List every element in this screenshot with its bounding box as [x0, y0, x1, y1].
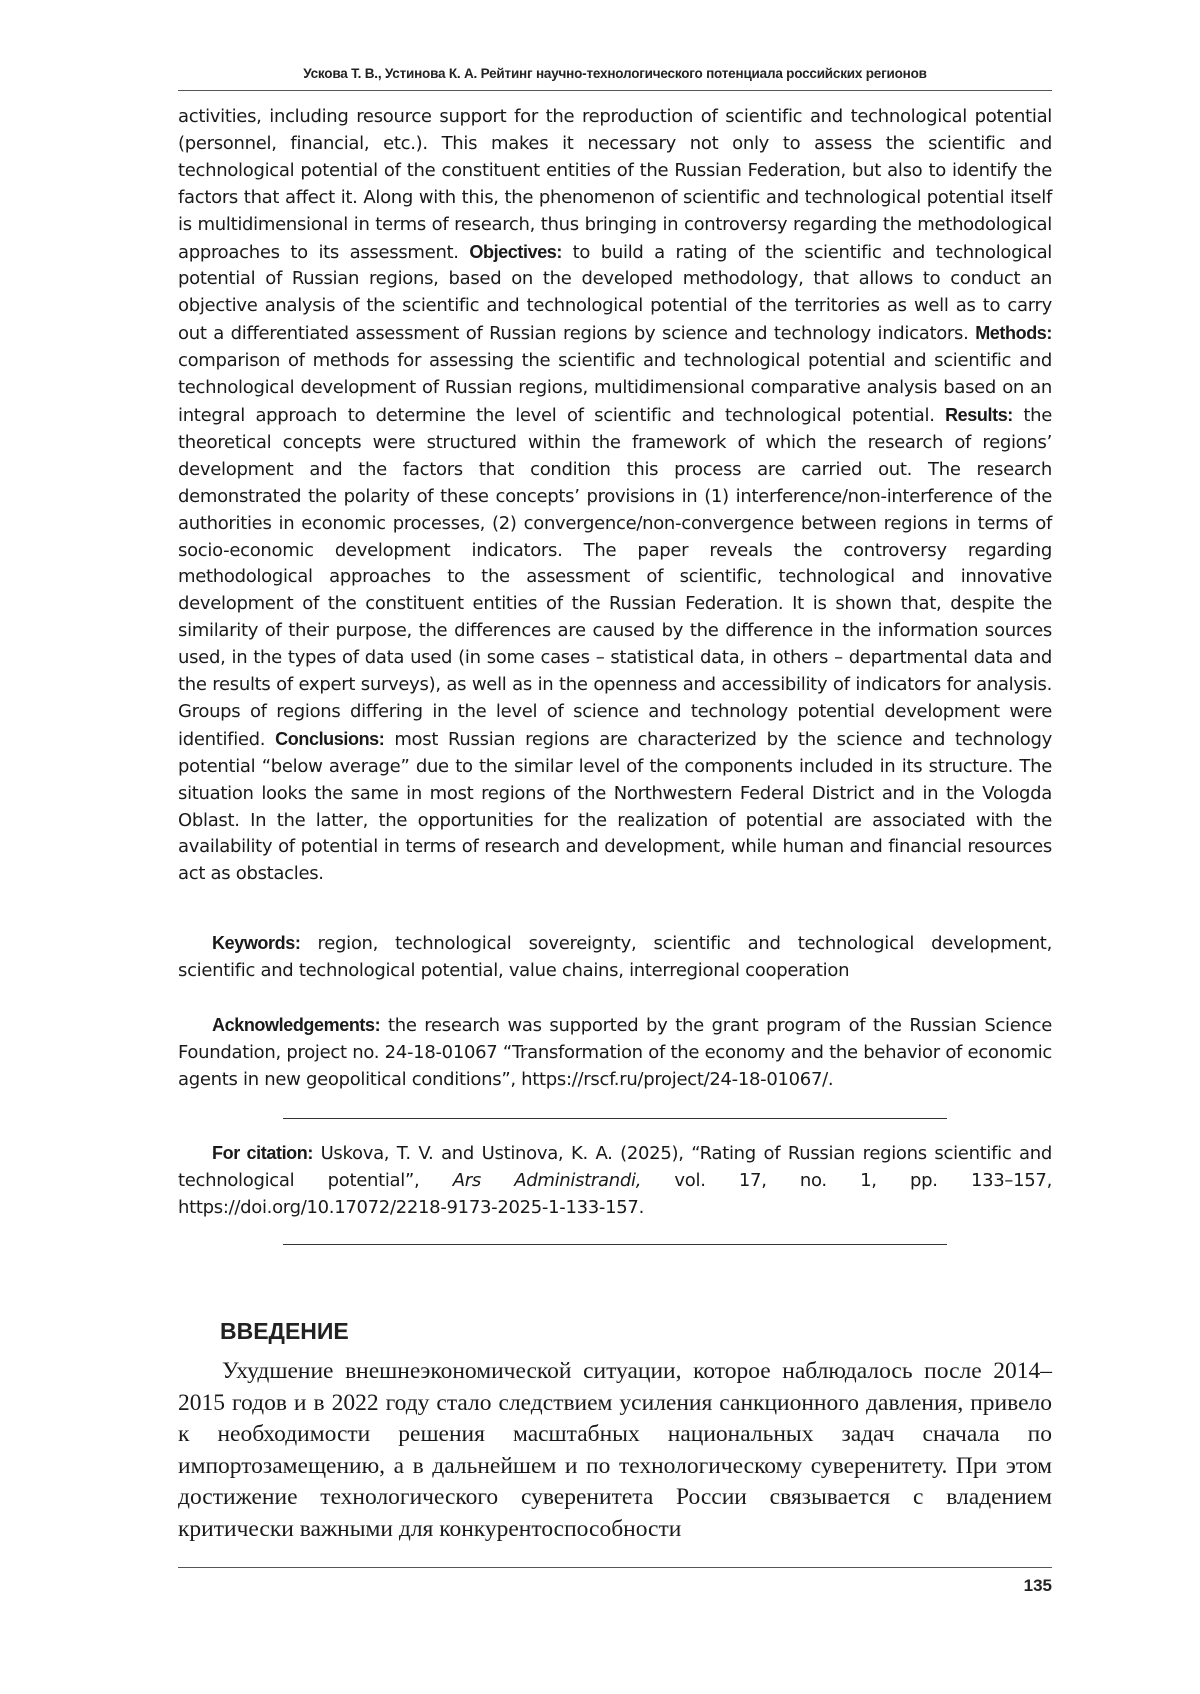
section-title: ВВЕДЕНИЕ	[220, 1318, 349, 1345]
acknowledgements-label: Acknowledgements:	[212, 1015, 380, 1035]
keywords-label: Keywords:	[212, 933, 300, 953]
page-number: 135	[952, 1576, 1052, 1596]
footer-divider	[178, 1567, 1052, 1568]
results-text: the theoretical concepts were structured within the framework of which the research of regions’ development and the factors that condition this process are carried out. The research demonstrated the polarity of these concepts’ provisions in (1) interference/non-interference of the authorities in economic processes, (2) convergence/non-convergence between regions in terms of socio-economic development indicators. The paper reveals the controversy regarding methodological approaches to the assessment of scientific, technological and innovative development of the constituent entities of the Russian Federation. It is shown that, despite the similarity of their purpose, the differences are caused by the difference in the information sources used, in the types of data used (in some cases – statistical data, in others – departmental data and the results of expert surveys), as well as in the openness and accessibility of indicators for analysis. Groups of regions differing in the level of science and technology potential development were identified.	[178, 405, 1052, 750]
conclusions-label: Conclusions:	[275, 729, 384, 749]
results-label: Results:	[945, 405, 1013, 425]
citation-text-after: vol. 17, no. 1, pp. 133–157, https://doi.org/10.17072/2218-9173-2025-1-133-157.	[178, 1170, 1052, 1218]
citation-top-divider	[283, 1118, 947, 1119]
abstract-paragraph	[178, 104, 1052, 888]
keywords-text: region, technological sovereignty, scientific and technological development, scientific and technological potential, value chains, interregional cooperation	[178, 933, 1052, 981]
objectives-label: Objectives:	[469, 242, 562, 262]
introduction-paragraph: Ухудшение внешнеэкономической ситуации, которое наблюдалось после 2014–2015 годов и в 2022 году стало следствием усиления санкционного давления, привело к необходимости решения масштабных национальных задач сначала по импортозамещению, а в дальнейшем и по технологическому суверенитету. При этом достижение технологического суверенитета России связывается с владением критически важными для конкурентоспособности	[178, 1356, 1052, 1546]
objectives-text: to build a rating of the scientific and technological potential of Russian regions, based on the developed methodology, that allows to conduct an objective analysis of the scientific and technological potential of the territories as well as to carry out a differentiated assessment of Russian regions by science and technology indicators.	[178, 242, 1052, 345]
abstract-intro-text: activities, including resource support for the reproduction of scientific and technological potential (personnel, financial, etc.). This makes it necessary not only to assess the scientific and technological potential of the constituent entities of the Russian Federation, but also to identify the factors that affect it. Along with this, the phenomenon of scientific and technological potential itself is multidimensional in terms of research, thus bringing in controversy regarding the methodological approaches to its assessment.	[178, 106, 1052, 263]
keywords-paragraph	[178, 930, 1052, 984]
header-divider	[178, 90, 1052, 91]
citation-bottom-divider	[283, 1244, 947, 1245]
methods-text: comparison of methods for assessing the scientific and technological potential and scientific and technological development of Russian regions, multidimensional comparative analysis based on an integral approach to determine the level of scientific and technological potential.	[178, 350, 1052, 426]
running-header: Ускова Т. В., Устинова К. А. Рейтинг научно-технологического потенциала российских регионов	[178, 66, 1052, 81]
journal-page	[0, 0, 1200, 1694]
citation-journal: Ars Administrandi,	[453, 1170, 641, 1191]
citation-paragraph	[178, 1140, 1052, 1221]
citation-text-before: Uskova, T. V. and Ustinova, K. A. (2025), “Rating of Russian regions scientific and technological potential”,	[178, 1143, 1052, 1191]
acknowledgements-paragraph	[178, 1012, 1052, 1093]
methods-label: Methods:	[975, 323, 1052, 343]
acknowledgements-text: the research was supported by the grant program of the Russian Science Foundation, project no. 24-18-01067 “Transformation of the economy and the behavior of economic agents in new geopolitical conditions”, https://rscf.ru/project/24-18-01067/.	[178, 1015, 1052, 1090]
citation-label: For citation:	[212, 1143, 313, 1163]
conclusions-text: most Russian regions are characterized by the science and technology potential “below average” due to the similar level of the components included in its structure. The situation looks the same in most regions of the Northwestern Federal District and in the Vologda Oblast. In the latter, the opportunities for the realization of potential are associated with the availability of potential in terms of research and development, while human and financial resources act as obstacles.	[178, 729, 1052, 885]
